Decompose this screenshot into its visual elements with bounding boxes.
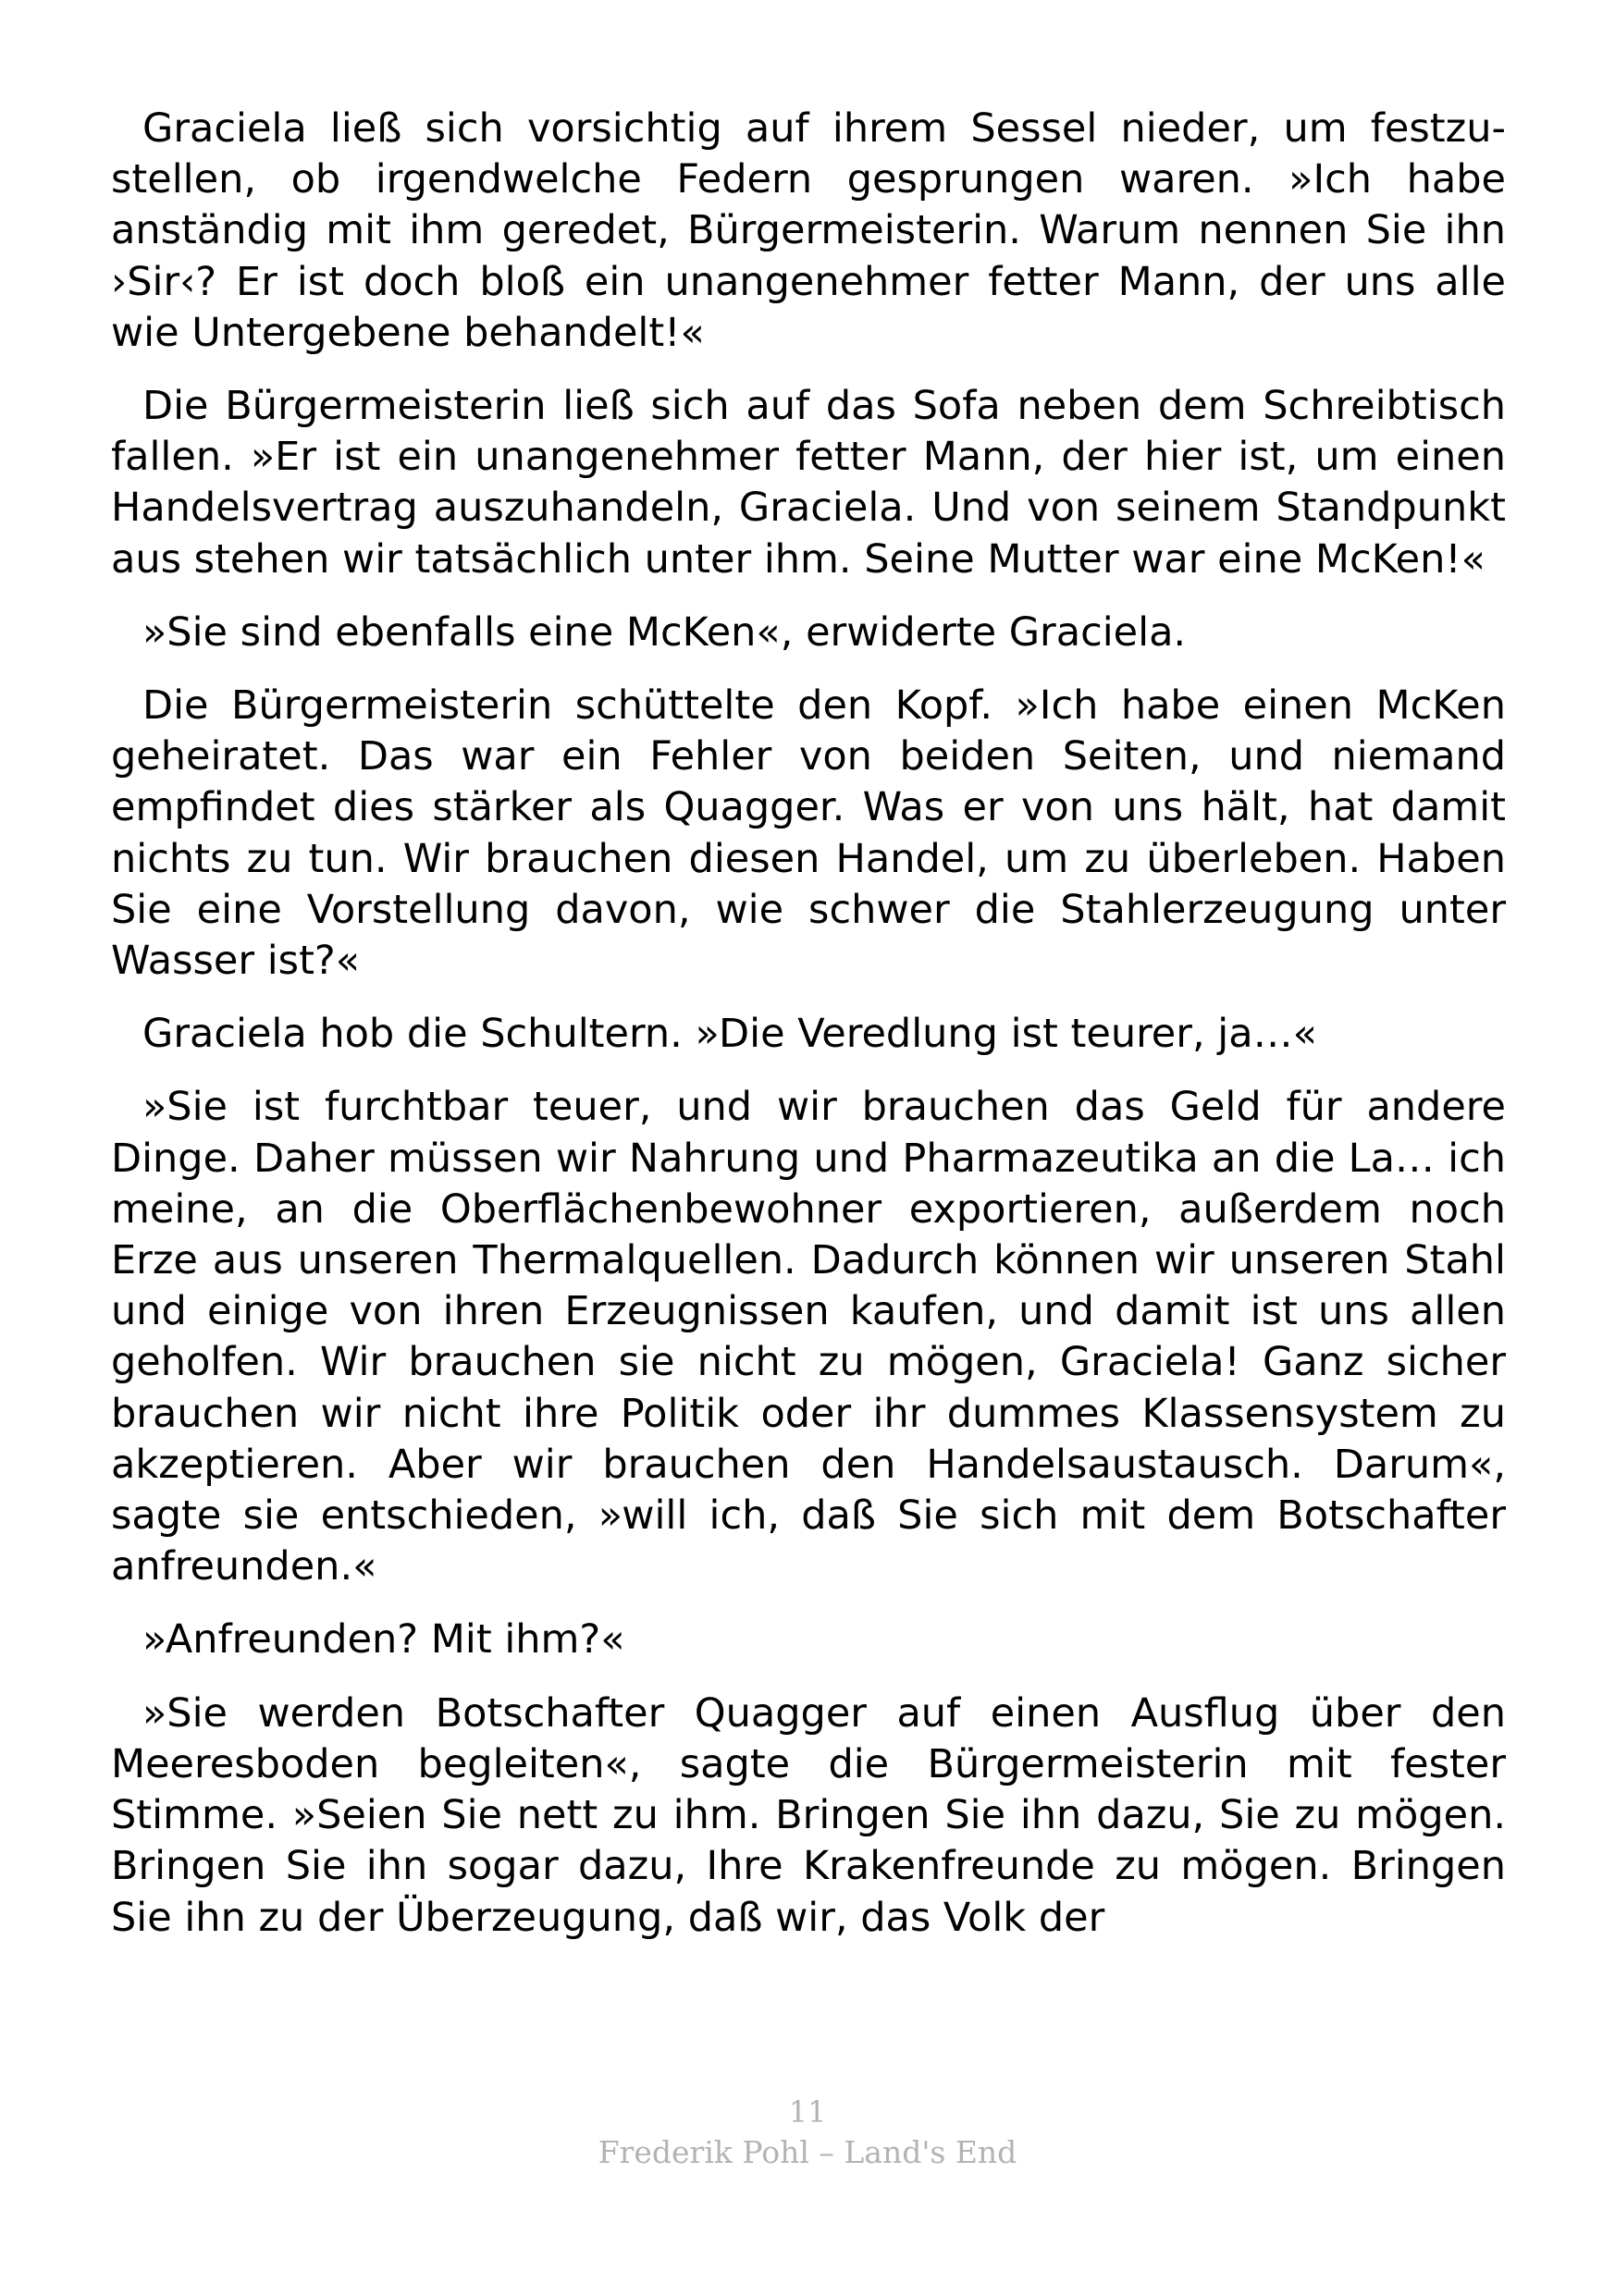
paragraph-8: »Sie werden Botschafter Quagger auf einen Ausflug über den Meeresboden begleiten«, sagte die Bürgermeisterin mit fester Stimme. »Seien Sie nett zu ihm. Bringen Sie ihn dazu, Sie zu mögen. Bringen Sie ihn sogar dazu, Ihre Krakenfreunde zu mögen. Bringen Sie ihn zu der Überzeugung, daß wir, das Volk der bbox=[111, 1689, 1506, 1941]
body-text bbox=[111, 104, 1506, 1944]
page-number: 11 bbox=[788, 2094, 827, 2130]
paragraph-1: Graciela ließ sich vorsichtig auf ihrem Sessel nieder, um festzustellen, ob irgendwelche Federn gesprungen waren. »Ich habe anständig mit ihm geredet, Bürgermeisterin. Warum nennen Sie ihn ›Sir‹? Er ist doch bloß ein unangenehmer fetter Mann, der uns alle wie Untergebene behandelt!« bbox=[111, 105, 1506, 356]
running-footer: Frederik Pohl – Land's End bbox=[598, 2134, 1017, 2170]
paragraph-6: »Sie ist furchtbar teuer, und wir brauchen das Geld für andere Dinge. Daher müssen wir Nahrung und Pharmazeutika an die La… ich meine, an die Oberflächenbewohner exportieren, außerdem noch Erze aus unseren Thermalquellen. Dadurch können wir unseren Stahl und einige von ihren Erzeugnissen kaufen, und damit ist uns allen geholfen. Wir brauchen sie nicht zu mögen, Graciela! Ganz sicher brauchen wir nicht ihre Politik oder ihr dummes Klassensystem zu akzeptieren. Aber wir brauchen den Handelsaustausch. Darum«, sagte sie entschieden, »will ich, daß Sie sich mit dem Botschafter anfreunden.« bbox=[111, 1084, 1506, 1590]
paragraph-3: »Sie sind ebenfalls eine McKen«, erwiderte Graciela. bbox=[142, 608, 1187, 656]
paragraph-5: Graciela hob die Schultern. »Die Veredlung ist teurer, ja…« bbox=[142, 1011, 1317, 1058]
paragraph-4: Die Bürgermeisterin schüttelte den Kopf. »Ich habe einen McKen geheiratet. Das war ein Fehler von beiden Seiten, und niemand empfindet dies stärker als Quagger. Was er von uns hält, hat damit nichts zu tun. Wir brauchen diesen Handel, um zu überleben. Haben Sie eine Vorstellung davon, wie schwer die Stahlerzeugung unter Wasser ist?« bbox=[111, 682, 1506, 985]
paragraph-7: »Anfreunden? Mit ihm?« bbox=[142, 1616, 625, 1664]
paragraph-2: Die Bürgermeisterin ließ sich auf das Sofa neben dem Schreibtisch fallen. »Er ist ein unangenehmer fetter Mann, der hier ist, um einen Handelsvertrag auszuhandeln, Graciela. Und von seinem Standpunkt aus stehen wir tatsächlich unter ihm. Seine Mutter war eine McKen!« bbox=[111, 383, 1506, 583]
